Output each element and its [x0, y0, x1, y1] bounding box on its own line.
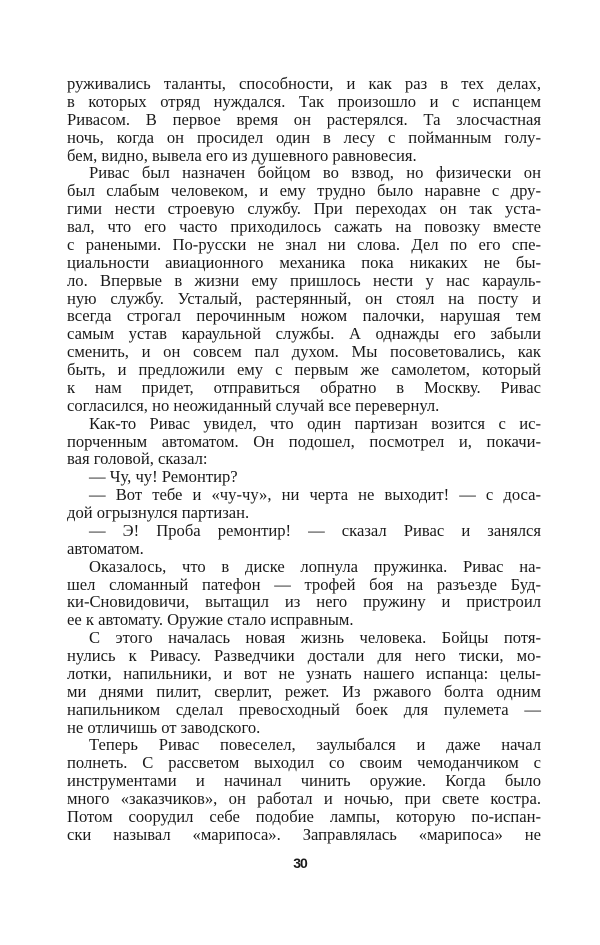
text-line: Ривасом. В первое время он растерялся. Та злосчастная — [67, 109, 541, 129]
text-line: вая головой, сказал: — [67, 449, 208, 469]
text-line: нулись к Ривасу. Разведчики достали для него тиски, мо- — [67, 646, 541, 665]
text-line: был слабым человеком, и ему трудно было наравне с дру- — [67, 181, 541, 201]
text-line: ную службу. Усталый, растерянный, он стоял на посту и — [67, 288, 541, 308]
text-line: инструментами и начинал чинить оружие. Когда было — [67, 771, 541, 791]
text-line: автоматом. — [67, 538, 144, 558]
text-line: гими нести строевую службу. При переходах он так уста- — [67, 199, 541, 219]
text-line: Теперь Ривас повеселел, заулыбался и даже начал — [89, 735, 541, 755]
text-line: ее к автомату. Оружие стало исправным. — [67, 610, 354, 630]
text-line: циальности авиационного механика пока никаких не бы- — [67, 252, 541, 272]
text-line: Как-то Ривас увидел, что один партизан возится с ис- — [89, 413, 541, 433]
text-line: с ранеными. По-русски не знал ни слова. Дел по его спе- — [67, 234, 541, 254]
text-line: С этого началась новая жизнь человека. Бойцы потя- — [89, 628, 541, 648]
text-line: к нам придет, отправиться обратно в Москву. Ривас — [67, 377, 541, 397]
text-line: — Вот тебе и «чу-чу», ни черта не выходит! — с доса- — [89, 485, 541, 505]
text-line: ски называл «марипоса». Заправлялась «марипоса» не — [67, 824, 541, 844]
text-line: согласился, но неожиданный случай все перевернул. — [67, 395, 440, 415]
text-line: много «заказчиков», он работал и ночью, при свете костра. — [67, 789, 541, 808]
text-line: в которых отряд нуждался. Так произошло и с испанцем — [67, 91, 541, 111]
text-line: Потом соорудил себе подобие лампы, которую по-испан- — [67, 806, 541, 826]
text-line: ло. Впервые в жизни ему пришлось нести у нас карауль- — [67, 270, 541, 290]
text-line: руживались таланты, способности, и как раз в тех делах, — [67, 74, 541, 93]
text-line: Ривас был назначен бойцом во взвод, но физически он — [89, 163, 541, 183]
text-line: шел сломанный патефон — трофей боя на разъезде Буд- — [67, 574, 541, 594]
text-line: лотки, напильники, и вот не узнать нашего испанца: целы- — [67, 663, 541, 683]
text-line: вал, что его часто приходилось сажать на повозку вместе — [67, 217, 541, 236]
text-line: ночь, когда он просидел один в лесу с пойманным голу- — [67, 127, 541, 147]
text-line: не отличишь от заводского. — [67, 717, 261, 737]
text-line: порченным автоматом. Он подошел, посмотрел и, покачи- — [67, 431, 541, 451]
text-line: напильником сделал превосходный боек для пулемета — — [67, 699, 541, 719]
text-line: — Э! Проба ремонтир! — сказал Ривас и занялся — [89, 520, 541, 540]
text-line: всегда строгал перочинным ножом палочки, нарушая тем — [67, 306, 541, 326]
text-line: бем, видно, вывела его из душевного равновесия. — [67, 145, 417, 165]
page-number: 30 — [293, 855, 307, 871]
text-line: — Чу, чу! Ремонтир? — [89, 467, 238, 487]
text-line: самым устав караульной службы. А однажды его забыли — [67, 324, 541, 344]
text-line: быть, и предложили ему с первым же самолетом, который — [67, 360, 541, 379]
text-line: дой огрызнулся партизан. — [67, 503, 250, 522]
body-text — [67, 75, 541, 844]
text-line: сменить, и он совсем пал духом. Мы посоветовались, как — [67, 342, 541, 362]
text-line: Оказалось, что в диске лопнула пружинка. Ривас на- — [89, 556, 541, 576]
text-line: ми днями пилит, сверлит, режет. Из ржавого болта одним — [67, 681, 541, 701]
text-line: ки-Сновидовичи, вытащил из него пружину и пристроил — [67, 592, 541, 612]
text-line: полнеть. С рассветом выходил со своим чемоданчиком с — [67, 753, 541, 773]
